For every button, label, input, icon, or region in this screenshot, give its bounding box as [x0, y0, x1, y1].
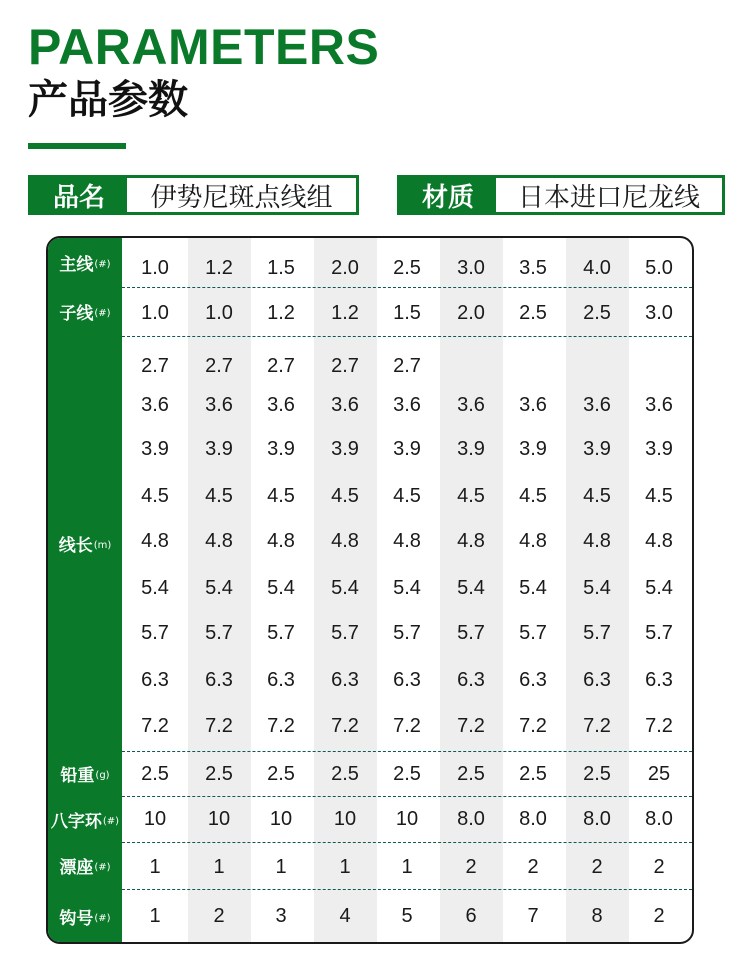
table-cell: 2	[653, 856, 665, 878]
table-cell: 2.5	[519, 763, 547, 785]
table-cell: 3	[275, 905, 287, 927]
row-label-text: 八字环	[50, 811, 102, 832]
table-cell: 2.0	[457, 302, 485, 324]
table-cell: 3.6	[141, 394, 169, 416]
table-cell: 5.7	[457, 622, 485, 644]
table-cell: 5.4	[645, 577, 673, 599]
table-cell: 4.5	[457, 485, 485, 507]
row-separator	[122, 287, 692, 288]
table-cell: 1	[149, 856, 161, 878]
row-label-unit: (#)	[94, 913, 111, 924]
row-label	[48, 287, 122, 336]
table-cell: 7.2	[141, 715, 169, 737]
table-cell: 3.6	[331, 394, 359, 416]
row-label	[48, 751, 122, 796]
table-cell: 10	[269, 808, 293, 830]
table-cell: 1	[401, 856, 413, 878]
table-cell: 5	[401, 905, 413, 927]
table-cell: 6	[465, 905, 477, 927]
table-cell: 4.5	[583, 485, 611, 507]
table-cell: 1.0	[205, 302, 233, 324]
table-cell: 4.8	[141, 530, 169, 552]
row-label	[48, 796, 122, 842]
table-cell: 2.7	[267, 355, 295, 377]
table-cell: 7	[527, 905, 539, 927]
table-cell: 4.0	[583, 257, 611, 279]
table-cell: 5.7	[645, 622, 673, 644]
table-cell: 8.0	[519, 808, 547, 830]
table-cell: 1.2	[331, 302, 359, 324]
table-cell: 1.5	[393, 302, 421, 324]
row-separator	[122, 751, 692, 752]
table-cell: 3.6	[457, 394, 485, 416]
table-cell: 8.0	[645, 808, 673, 830]
table-cell: 2.5	[583, 763, 611, 785]
table-cell: 5.7	[267, 622, 295, 644]
table-cell: 6.3	[205, 669, 233, 691]
table-cell: 2	[213, 905, 225, 927]
table-cell: 5.7	[141, 622, 169, 644]
material-label: 材质	[400, 178, 496, 212]
table-cell: 2.7	[393, 355, 421, 377]
table-cell: 10	[333, 808, 357, 830]
table-cell: 6.3	[519, 669, 547, 691]
table-cell: 7.2	[331, 715, 359, 737]
page-title-en: PARAMETERS	[28, 19, 380, 75]
table-cell: 3.9	[141, 438, 169, 460]
table-cell: 2.7	[205, 355, 233, 377]
row-label-unit: (m)	[93, 540, 112, 551]
table-cell: 5.7	[331, 622, 359, 644]
product-name-value: 伊势尼斑点线组	[150, 182, 333, 213]
table-cell: 4.8	[205, 530, 233, 552]
table-cell: 1	[213, 856, 225, 878]
table-cell: 2.5	[457, 763, 485, 785]
table-cell: 5.4	[457, 577, 485, 599]
table-cell: 4.8	[331, 530, 359, 552]
table-cell: 6.3	[583, 669, 611, 691]
table-cell: 3.9	[205, 438, 233, 460]
product-name-box	[28, 175, 359, 215]
table-cell: 4.5	[205, 485, 233, 507]
table-cell: 4.5	[141, 485, 169, 507]
table-cell: 3.9	[519, 438, 547, 460]
table-cell: 25	[647, 763, 671, 785]
table-cell: 5.4	[583, 577, 611, 599]
table-cell: 3.0	[457, 257, 485, 279]
table-cell: 3.6	[393, 394, 421, 416]
row-label	[48, 238, 122, 287]
table-cell: 1.2	[267, 302, 295, 324]
table-cell: 6.3	[267, 669, 295, 691]
table-cell: 5.4	[331, 577, 359, 599]
table-cell: 3.9	[267, 438, 295, 460]
table-cell: 4.5	[519, 485, 547, 507]
title-underline	[28, 143, 126, 149]
row-label-text: 漂座	[59, 858, 94, 878]
row-label-unit: (#)	[94, 259, 111, 270]
table-cell: 4.8	[457, 530, 485, 552]
table-cell: 2.7	[331, 355, 359, 377]
table-cell: 8	[591, 905, 603, 927]
row-label	[48, 889, 122, 944]
row-label-text: 子线	[59, 304, 94, 324]
table-cell: 6.3	[393, 669, 421, 691]
table-cell: 3.9	[331, 438, 359, 460]
row-label-unit: (#)	[94, 862, 111, 873]
table-cell: 3.6	[267, 394, 295, 416]
parameters-table	[46, 236, 694, 944]
table-cell: 1	[149, 905, 161, 927]
table-cell: 10	[143, 808, 167, 830]
product-name-label: 品名	[31, 178, 127, 212]
table-cell: 4.8	[267, 530, 295, 552]
table-cell: 8.0	[457, 808, 485, 830]
row-label-text: 线长	[58, 536, 93, 556]
table-cell: 2	[465, 856, 477, 878]
table-cell: 5.0	[645, 257, 673, 279]
table-cell: 5.4	[205, 577, 233, 599]
table-cell: 5.4	[519, 577, 547, 599]
row-label-unit: (g)	[95, 770, 110, 781]
table-cell: 1.0	[141, 257, 169, 279]
row-separator	[122, 336, 692, 337]
table-cell: 1	[339, 856, 351, 878]
table-cell: 7.2	[519, 715, 547, 737]
table-cell: 2.5	[583, 302, 611, 324]
table-cell: 7.2	[645, 715, 673, 737]
table-cell: 2	[653, 905, 665, 927]
row-separator	[122, 842, 692, 843]
table-cell: 5.4	[393, 577, 421, 599]
table-cell: 1.0	[141, 302, 169, 324]
table-cell: 8.0	[583, 808, 611, 830]
table-cell: 10	[207, 808, 231, 830]
table-cell: 2.5	[331, 763, 359, 785]
table-cell: 2.0	[331, 257, 359, 279]
table-cell: 4.8	[583, 530, 611, 552]
material-box	[397, 175, 725, 215]
table-cell: 6.3	[645, 669, 673, 691]
row-separator	[122, 889, 692, 890]
table-cell: 2.5	[393, 763, 421, 785]
table-cell: 4.8	[645, 530, 673, 552]
table-cell: 5.7	[205, 622, 233, 644]
page-title-cn: 产品参数	[28, 77, 188, 123]
table-cell: 1.5	[267, 257, 295, 279]
table-cell: 2.5	[519, 302, 547, 324]
table-cell: 7.2	[267, 715, 295, 737]
table-cell: 4.5	[331, 485, 359, 507]
row-label	[48, 336, 122, 751]
row-label-unit: (#)	[102, 815, 120, 827]
table-cell: 10	[395, 808, 419, 830]
table-cell: 5.7	[583, 622, 611, 644]
table-cell: 3.9	[645, 438, 673, 460]
table-cell: 7.2	[205, 715, 233, 737]
table-cell: 3.0	[645, 302, 673, 324]
row-label	[48, 842, 122, 889]
table-cell: 5.7	[519, 622, 547, 644]
table-cell: 7.2	[457, 715, 485, 737]
row-separator	[122, 796, 692, 797]
row-label-unit: (#)	[94, 308, 111, 319]
material-value: 日本进口尼龙线	[517, 182, 700, 213]
table-cell: 7.2	[583, 715, 611, 737]
row-label-text: 主线	[59, 255, 94, 275]
table-cell: 2	[591, 856, 603, 878]
table-cell: 7.2	[393, 715, 421, 737]
table-cell: 4.5	[645, 485, 673, 507]
table-cell: 3.6	[583, 394, 611, 416]
table-cell: 3.5	[519, 257, 547, 279]
table-cell: 4.8	[393, 530, 421, 552]
table-cell: 2.7	[141, 355, 169, 377]
table-cell: 3.9	[583, 438, 611, 460]
table-cell: 3.6	[205, 394, 233, 416]
table-cell: 1	[275, 856, 287, 878]
table-cell: 4.5	[267, 485, 295, 507]
table-cell: 4.8	[519, 530, 547, 552]
table-cell: 4	[339, 905, 351, 927]
table-cell: 2.5	[205, 763, 233, 785]
table-cell: 5.4	[141, 577, 169, 599]
row-label-text: 铅重	[60, 766, 95, 786]
table-cell: 2.5	[267, 763, 295, 785]
table-cell: 5.4	[267, 577, 295, 599]
table-cell: 6.3	[331, 669, 359, 691]
table-cell: 4.5	[393, 485, 421, 507]
table-cell: 2	[527, 856, 539, 878]
table-cell: 3.9	[393, 438, 421, 460]
table-cell: 2.5	[141, 763, 169, 785]
row-label-text: 钩号	[59, 909, 94, 929]
table-cell: 1.2	[205, 257, 233, 279]
table-cell: 2.5	[393, 257, 421, 279]
table-cell: 6.3	[141, 669, 169, 691]
table-cell: 6.3	[457, 669, 485, 691]
table-cell: 3.6	[645, 394, 673, 416]
table-cell: 3.6	[519, 394, 547, 416]
table-cell: 3.9	[457, 438, 485, 460]
table-cell: 5.7	[393, 622, 421, 644]
